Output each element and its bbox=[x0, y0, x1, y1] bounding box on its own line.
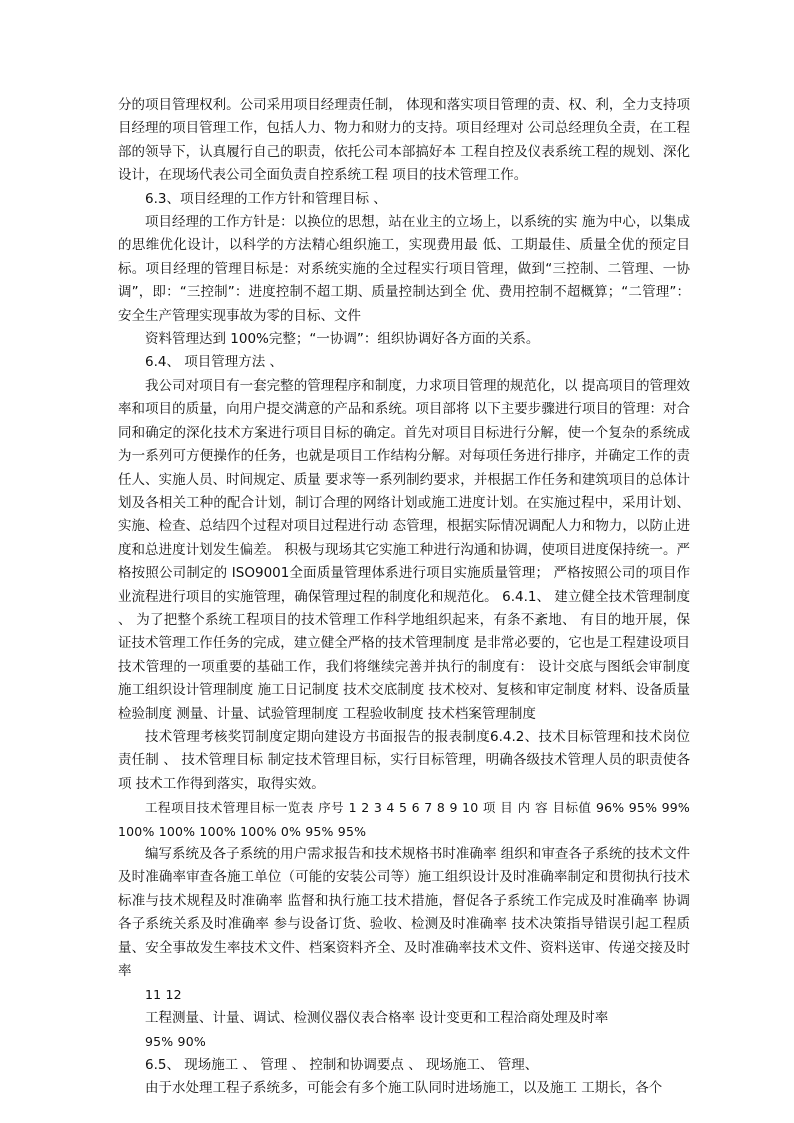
paragraph-target-items: 编写系统及各子系统的用户需求报告和技术规格书时准确率 组织和审查各子系统的技术文件及时准确率审查各施工单位（可能的安装公司等）施工组织设计及时准确率制定和贯彻执行技术标准与技术规程及时准确率 监督和执行施工技术措施，督促各子系统工作完成及时准确率 协调各子系统关系及时准确率 参与设备订货、验收、检测及时准确率 技术决策指导错误引起工程质量、安全事故发生率技术文件、档案资料齐全、及时准确率技术文件、资料送审、传递交接及时率 bbox=[118, 846, 690, 980]
paragraph-row-numbers: 11 12 bbox=[145, 987, 182, 1003]
paragraph-site-construction: 由于水处理工程子系统多，可能会有多个施工队同时进场施工，以及施工 工期长，各个 bbox=[145, 1080, 663, 1097]
paragraph-measurement-items: 工程测量、计量、调试、检测仪器仪表合格率 设计变更和工程洽商处理及时率 bbox=[145, 1009, 609, 1026]
document-page bbox=[118, 94, 690, 1100]
heading-6-5: 6.5、 现场施工 、 管理 、 控制和协调要点 、 现场施工、 管理、 bbox=[145, 1056, 539, 1073]
paragraph-row-values: 95% 90% bbox=[145, 1034, 206, 1050]
paragraph-pm-methods: 我公司对项目有一套完整的管理程序和制度，力求项目管理的规范化，以 提高项目的管理效率和项目的质量，向用户提交满意的产品和系统。项目部将 以下主要步骤进行项目的管理：对合同和确定的深化技术方案进行项目目标的确定。首先对项目目标进行分解，使一个复杂的系统成为一系列可方便操作的任务，也就是项目工作结构分解。对每项任务进行排序，并确定工作的责任人、实施人员、时间规定、质量 要求等一系列制约要求，并根据工作任务和建筑项目的总体计划及各相关工种的配合计划，制订合理的网络计划或施工进度计划。在实施过程中，采用计划、实施、检查、总结四个过程对项目过程进行动 态管理，根据实际情况调配人力和物力，以防止进度和总进度计划发生偏差。 积极与现场其它实施工种进行沟通和协调，使项目进度保持统一。严格按照公司制定的 ISO9001全面质量管理体系进行项目实施质量管理； 严格按照公司的项目作业流程进行项目的实施管理，确保管理过程的制度化和规范化。 6.4.1、 建立健全技术管理制度 、 为了把整个系统工程项目的技术管理工作科学地组织起来，有条不紊地、 有目的地开展，保证技术管理工作任务的完成，建立健全严格的技术管理制度 是非常必要的，它也是工程建设项目技术管理的一项重要的基础工作，我们将继续完善并执行的制度有： 设计交底与图纸会审制度 施工组织设计管理制度 施工日记制度 技术交底制度 技术校对、复核和审定制度 材料、设备质量检验制度 测量、计量、试验管理制度 工程验收制度 技术档案管理制度 bbox=[118, 377, 690, 722]
paragraph-target-table: 工程项目技术管理目标一览表 序号 1 2 3 4 5 6 7 8 9 10 项 目 内 容 目标值 96% 95% 99% 100% 100% 100% 100% 0% 95% 95% bbox=[118, 800, 690, 839]
heading-6-4: 6.4、 项目管理方法 、 bbox=[145, 354, 284, 371]
paragraph-tech-assessment: 技术管理考核奖罚制度定期向建设方书面报告的报表制度6.4.2、技术目标管理和技术岗位责任制 、 技术管理目标 制定技术管理目标，实行目标管理，明确各级技术管理人员的职责使各项 技术工作得到落实，取得实效。 bbox=[118, 728, 690, 792]
paragraph-pm-policy: 项目经理的工作方针是：以换位的思想，站在业主的立场上，以系统的实 施为中心，以集成的思维优化设计，以科学的方法精心组织施工，实现费用最 低、工期最佳、质量全优的预定目标。项目经理的管理目标是：对系统实施的全过程实行项目管理，做到“三控制、二管理、一协调”，即：“三控制”：进度控制不超工期、质量控制达到全 优、费用控制不超概算；“二管理”：安全生产管理实现事故为零的目标、文件 bbox=[118, 214, 690, 324]
heading-6-3: 6.3、项目经理的工作方针和管理目标 、 bbox=[145, 190, 387, 207]
paragraph-document-management: 资料管理达到 100%完整；“一协调”：组织协调好各方面的关系。 bbox=[145, 331, 540, 348]
paragraph-pm-authority: 分的项目管理权利。公司采用项目经理责任制， 体现和落实项目管理的责、权、利，全力支持项目经理的项目管理工作，包括人力、物力和财力的支持。项目经理对 公司总经理负全责，在工程部的领导下，认真履行自己的职责，依托公司本部搞好本 工程自控及仪表系统工程的规划、深化设计，在现场代表公司全面负责自控系统工程 项目的技术管理工作。 bbox=[118, 97, 690, 184]
